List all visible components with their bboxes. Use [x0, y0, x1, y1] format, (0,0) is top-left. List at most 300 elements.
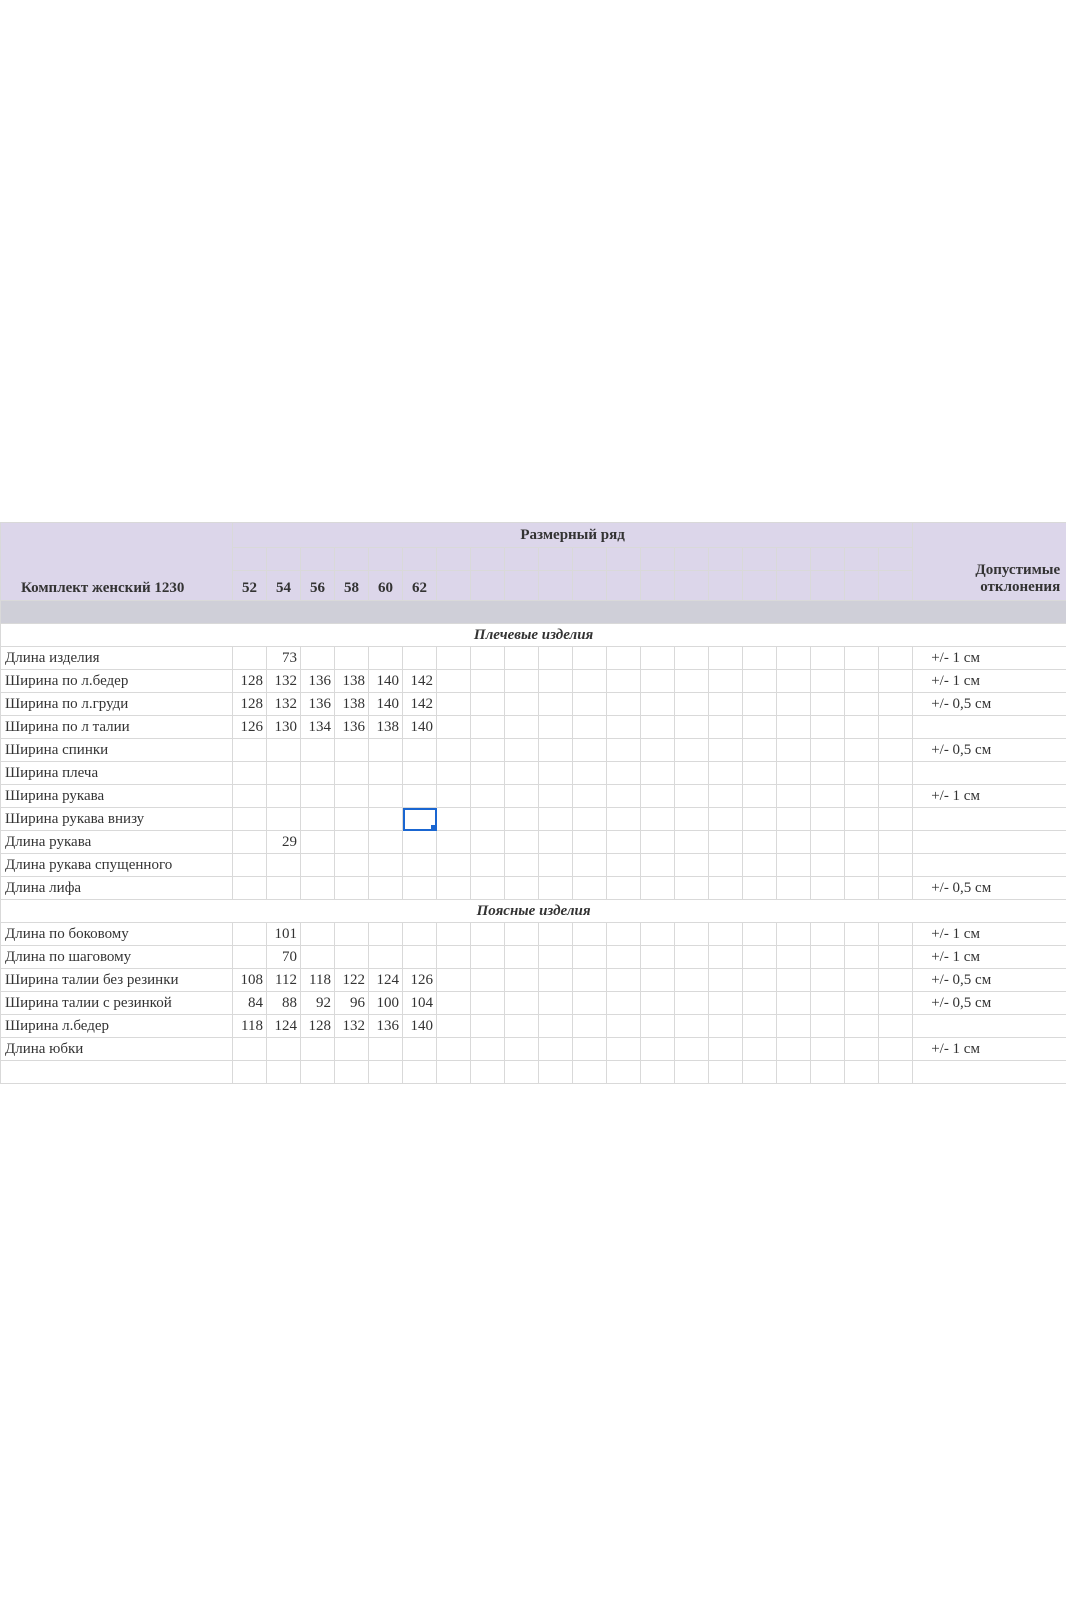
- cell[interactable]: [675, 571, 709, 601]
- cell[interactable]: [505, 739, 539, 762]
- cell[interactable]: [539, 992, 573, 1015]
- cell[interactable]: [811, 831, 845, 854]
- cell[interactable]: [845, 1015, 879, 1038]
- cell[interactable]: [471, 1061, 505, 1084]
- cell[interactable]: [743, 877, 777, 900]
- cell[interactable]: [777, 877, 811, 900]
- cell[interactable]: [845, 1061, 879, 1084]
- cell[interactable]: [573, 571, 607, 601]
- cell[interactable]: [811, 877, 845, 900]
- cell[interactable]: [539, 571, 573, 601]
- cell[interactable]: [539, 1015, 573, 1038]
- cell[interactable]: [675, 670, 709, 693]
- measurement-label[interactable]: Ширина талии без резинки: [1, 969, 233, 992]
- cell[interactable]: [505, 877, 539, 900]
- cell[interactable]: [573, 762, 607, 785]
- tolerance-cell[interactable]: +/- 0,5 см: [913, 969, 1066, 992]
- cell[interactable]: [539, 1038, 573, 1061]
- value-cell[interactable]: [335, 946, 369, 969]
- cell[interactable]: [607, 647, 641, 670]
- value-cell[interactable]: 124: [267, 1015, 301, 1038]
- cell[interactable]: [471, 693, 505, 716]
- value-cell[interactable]: [403, 1038, 437, 1061]
- measurement-label[interactable]: Ширина спинки: [1, 739, 233, 762]
- cell[interactable]: [675, 1015, 709, 1038]
- cell[interactable]: [845, 670, 879, 693]
- cell[interactable]: [607, 831, 641, 854]
- cell[interactable]: [539, 831, 573, 854]
- value-cell[interactable]: 142: [403, 670, 437, 693]
- cell[interactable]: [607, 670, 641, 693]
- cell[interactable]: [811, 670, 845, 693]
- cell[interactable]: [879, 548, 913, 571]
- cell[interactable]: [879, 693, 913, 716]
- cell[interactable]: [777, 969, 811, 992]
- value-cell[interactable]: [267, 762, 301, 785]
- value-cell[interactable]: [233, 854, 267, 877]
- tolerance-cell[interactable]: +/- 1 см: [913, 923, 1066, 946]
- cell[interactable]: [845, 992, 879, 1015]
- cell[interactable]: [607, 946, 641, 969]
- value-cell[interactable]: [369, 739, 403, 762]
- cell[interactable]: [743, 808, 777, 831]
- cell[interactable]: [233, 1061, 267, 1084]
- value-cell[interactable]: 118: [233, 1015, 267, 1038]
- cell[interactable]: [505, 693, 539, 716]
- cell[interactable]: [403, 548, 437, 571]
- value-cell[interactable]: 136: [369, 1015, 403, 1038]
- cell[interactable]: [709, 1061, 743, 1084]
- value-cell[interactable]: [233, 739, 267, 762]
- cell[interactable]: [777, 854, 811, 877]
- value-cell[interactable]: 138: [369, 716, 403, 739]
- cell[interactable]: [777, 716, 811, 739]
- cell[interactable]: [845, 1038, 879, 1061]
- cell[interactable]: [777, 785, 811, 808]
- cell[interactable]: [675, 831, 709, 854]
- cell[interactable]: [641, 647, 675, 670]
- cell[interactable]: [539, 548, 573, 571]
- cell[interactable]: [607, 854, 641, 877]
- cell[interactable]: [777, 1015, 811, 1038]
- cell[interactable]: [709, 808, 743, 831]
- cell[interactable]: [301, 1061, 335, 1084]
- cell[interactable]: [403, 1061, 437, 1084]
- value-cell[interactable]: 104: [403, 992, 437, 1015]
- measurement-label[interactable]: Ширина по л.груди: [1, 693, 233, 716]
- cell[interactable]: [573, 693, 607, 716]
- cell[interactable]: [607, 571, 641, 601]
- cell[interactable]: [607, 923, 641, 946]
- cell[interactable]: [845, 739, 879, 762]
- value-cell[interactable]: [403, 923, 437, 946]
- value-cell[interactable]: [267, 877, 301, 900]
- cell[interactable]: [573, 548, 607, 571]
- value-cell[interactable]: 29: [267, 831, 301, 854]
- value-cell[interactable]: [301, 946, 335, 969]
- value-cell[interactable]: [403, 785, 437, 808]
- cell[interactable]: [437, 808, 471, 831]
- cell[interactable]: [811, 785, 845, 808]
- cell[interactable]: [641, 670, 675, 693]
- cell[interactable]: [573, 992, 607, 1015]
- cell[interactable]: [845, 548, 879, 571]
- cell[interactable]: [845, 762, 879, 785]
- measurement-label[interactable]: Длина по шаговому: [1, 946, 233, 969]
- cell[interactable]: [471, 548, 505, 571]
- cell[interactable]: [845, 831, 879, 854]
- cell[interactable]: [471, 762, 505, 785]
- value-cell[interactable]: 132: [267, 670, 301, 693]
- value-cell[interactable]: 134: [301, 716, 335, 739]
- cell[interactable]: [845, 877, 879, 900]
- cell[interactable]: [471, 571, 505, 601]
- cell[interactable]: [709, 647, 743, 670]
- cell[interactable]: [369, 1061, 403, 1084]
- cell[interactable]: [879, 946, 913, 969]
- value-cell[interactable]: 140: [403, 1015, 437, 1038]
- cell[interactable]: [471, 831, 505, 854]
- value-cell[interactable]: [335, 739, 369, 762]
- cell[interactable]: [709, 831, 743, 854]
- value-cell[interactable]: [233, 946, 267, 969]
- value-cell[interactable]: 128: [301, 1015, 335, 1038]
- cell[interactable]: [573, 808, 607, 831]
- value-cell[interactable]: [403, 877, 437, 900]
- cell[interactable]: [811, 854, 845, 877]
- selected-cell[interactable]: [403, 808, 437, 831]
- value-cell[interactable]: [403, 762, 437, 785]
- cell[interactable]: [641, 946, 675, 969]
- cell[interactable]: [437, 762, 471, 785]
- value-cell[interactable]: [267, 1038, 301, 1061]
- value-cell[interactable]: [403, 831, 437, 854]
- value-cell[interactable]: [301, 831, 335, 854]
- cell[interactable]: [845, 808, 879, 831]
- value-cell[interactable]: 122: [335, 969, 369, 992]
- cell[interactable]: [743, 571, 777, 601]
- cell[interactable]: [437, 548, 471, 571]
- cell[interactable]: [879, 785, 913, 808]
- cell[interactable]: [811, 548, 845, 571]
- tolerance-cell[interactable]: [913, 831, 1066, 854]
- cell[interactable]: [777, 647, 811, 670]
- cell[interactable]: [675, 1061, 709, 1084]
- cell[interactable]: [675, 1038, 709, 1061]
- value-cell[interactable]: [301, 762, 335, 785]
- value-cell[interactable]: [335, 762, 369, 785]
- cell[interactable]: [811, 571, 845, 601]
- cell[interactable]: [743, 739, 777, 762]
- cell[interactable]: [437, 647, 471, 670]
- cell[interactable]: [573, 923, 607, 946]
- cell[interactable]: [879, 739, 913, 762]
- cell[interactable]: [1, 1061, 233, 1084]
- value-cell[interactable]: [335, 877, 369, 900]
- cell[interactable]: [743, 969, 777, 992]
- cell[interactable]: [879, 1061, 913, 1084]
- value-cell[interactable]: [403, 946, 437, 969]
- cell[interactable]: [879, 762, 913, 785]
- cell[interactable]: [505, 969, 539, 992]
- cell[interactable]: [743, 854, 777, 877]
- cell[interactable]: [505, 1015, 539, 1038]
- cell[interactable]: [879, 854, 913, 877]
- value-cell[interactable]: 73: [267, 647, 301, 670]
- cell[interactable]: [437, 693, 471, 716]
- tolerance-cell[interactable]: [913, 762, 1066, 785]
- value-cell[interactable]: [301, 808, 335, 831]
- cell[interactable]: [879, 877, 913, 900]
- cell[interactable]: [539, 923, 573, 946]
- cell[interactable]: [437, 739, 471, 762]
- cell[interactable]: [709, 693, 743, 716]
- cell[interactable]: [709, 1038, 743, 1061]
- value-cell[interactable]: [335, 831, 369, 854]
- value-cell[interactable]: [335, 785, 369, 808]
- cell[interactable]: [777, 739, 811, 762]
- cell[interactable]: [471, 877, 505, 900]
- value-cell[interactable]: [233, 647, 267, 670]
- cell[interactable]: [505, 548, 539, 571]
- value-cell[interactable]: 88: [267, 992, 301, 1015]
- cell[interactable]: [539, 670, 573, 693]
- cell[interactable]: [743, 1038, 777, 1061]
- cell[interactable]: [471, 923, 505, 946]
- tolerance-cell[interactable]: [913, 1015, 1066, 1038]
- value-cell[interactable]: 130: [267, 716, 301, 739]
- cell[interactable]: [743, 992, 777, 1015]
- value-cell[interactable]: 101: [267, 923, 301, 946]
- cell[interactable]: [539, 739, 573, 762]
- cell[interactable]: [743, 1061, 777, 1084]
- cell[interactable]: [879, 992, 913, 1015]
- cell[interactable]: [709, 1015, 743, 1038]
- value-cell[interactable]: [369, 854, 403, 877]
- cell[interactable]: [709, 946, 743, 969]
- value-cell[interactable]: 92: [301, 992, 335, 1015]
- cell[interactable]: [573, 946, 607, 969]
- value-cell[interactable]: [233, 877, 267, 900]
- cell[interactable]: [607, 785, 641, 808]
- cell[interactable]: [607, 992, 641, 1015]
- cell[interactable]: [777, 1038, 811, 1061]
- tolerance-cell[interactable]: [913, 716, 1066, 739]
- cell[interactable]: [641, 854, 675, 877]
- cell[interactable]: [607, 548, 641, 571]
- tolerance-cell[interactable]: +/- 0,5 см: [913, 693, 1066, 716]
- cell[interactable]: [539, 762, 573, 785]
- cell[interactable]: [811, 647, 845, 670]
- measurement-label[interactable]: Ширина плеча: [1, 762, 233, 785]
- value-cell[interactable]: [233, 808, 267, 831]
- cell[interactable]: [505, 647, 539, 670]
- cell[interactable]: [471, 992, 505, 1015]
- value-cell[interactable]: [301, 923, 335, 946]
- value-cell[interactable]: [301, 1038, 335, 1061]
- cell[interactable]: [743, 693, 777, 716]
- cell[interactable]: [879, 670, 913, 693]
- cell[interactable]: [267, 1061, 301, 1084]
- cell[interactable]: [743, 647, 777, 670]
- value-cell[interactable]: [335, 923, 369, 946]
- cell[interactable]: [743, 923, 777, 946]
- measurement-label[interactable]: Ширина рукава внизу: [1, 808, 233, 831]
- cell[interactable]: [607, 1038, 641, 1061]
- cell[interactable]: [675, 647, 709, 670]
- cell[interactable]: [743, 548, 777, 571]
- value-cell[interactable]: [369, 785, 403, 808]
- value-cell[interactable]: 140: [403, 716, 437, 739]
- value-cell[interactable]: 140: [369, 670, 403, 693]
- tolerance-cell[interactable]: +/- 0,5 см: [913, 877, 1066, 900]
- cell[interactable]: [437, 946, 471, 969]
- cell[interactable]: [709, 854, 743, 877]
- cell[interactable]: [471, 739, 505, 762]
- cell[interactable]: [879, 571, 913, 601]
- cell[interactable]: [437, 923, 471, 946]
- cell[interactable]: [675, 548, 709, 571]
- cell[interactable]: [539, 854, 573, 877]
- cell[interactable]: [675, 739, 709, 762]
- cell[interactable]: [879, 1015, 913, 1038]
- cell[interactable]: [539, 946, 573, 969]
- cell[interactable]: [641, 716, 675, 739]
- value-cell[interactable]: 140: [369, 693, 403, 716]
- tolerance-cell[interactable]: +/- 1 см: [913, 670, 1066, 693]
- value-cell[interactable]: [301, 739, 335, 762]
- cell[interactable]: [675, 808, 709, 831]
- value-cell[interactable]: [403, 647, 437, 670]
- cell[interactable]: [743, 831, 777, 854]
- value-cell[interactable]: [301, 785, 335, 808]
- cell[interactable]: [505, 716, 539, 739]
- cell[interactable]: [743, 716, 777, 739]
- cell[interactable]: [471, 1038, 505, 1061]
- cell[interactable]: [811, 923, 845, 946]
- value-cell[interactable]: 136: [301, 670, 335, 693]
- cell[interactable]: [709, 969, 743, 992]
- cell[interactable]: [709, 739, 743, 762]
- value-cell[interactable]: [403, 854, 437, 877]
- cell[interactable]: [539, 877, 573, 900]
- cell[interactable]: [675, 854, 709, 877]
- cell[interactable]: [539, 969, 573, 992]
- cell[interactable]: [573, 647, 607, 670]
- cell[interactable]: [437, 670, 471, 693]
- cell[interactable]: [573, 739, 607, 762]
- cell[interactable]: [607, 877, 641, 900]
- value-cell[interactable]: 124: [369, 969, 403, 992]
- cell[interactable]: [675, 923, 709, 946]
- cell[interactable]: [607, 762, 641, 785]
- cell[interactable]: [913, 1061, 1066, 1084]
- cell[interactable]: [471, 808, 505, 831]
- value-cell[interactable]: [233, 785, 267, 808]
- cell[interactable]: [641, 969, 675, 992]
- value-cell[interactable]: [335, 854, 369, 877]
- value-cell[interactable]: [301, 877, 335, 900]
- cell[interactable]: [437, 969, 471, 992]
- cell[interactable]: [641, 548, 675, 571]
- cell[interactable]: [709, 785, 743, 808]
- cell[interactable]: [777, 946, 811, 969]
- tolerance-cell[interactable]: +/- 1 см: [913, 785, 1066, 808]
- cell[interactable]: [709, 670, 743, 693]
- value-cell[interactable]: [233, 1038, 267, 1061]
- value-cell[interactable]: 126: [233, 716, 267, 739]
- tolerance-cell[interactable]: +/- 0,5 см: [913, 992, 1066, 1015]
- cell[interactable]: [607, 1061, 641, 1084]
- cell[interactable]: [675, 693, 709, 716]
- cell[interactable]: [539, 693, 573, 716]
- cell[interactable]: [437, 831, 471, 854]
- value-cell[interactable]: 84: [233, 992, 267, 1015]
- value-cell[interactable]: 70: [267, 946, 301, 969]
- value-cell[interactable]: [369, 946, 403, 969]
- cell[interactable]: [777, 762, 811, 785]
- cell[interactable]: [471, 969, 505, 992]
- cell[interactable]: [777, 670, 811, 693]
- value-cell[interactable]: [267, 808, 301, 831]
- value-cell[interactable]: [233, 762, 267, 785]
- cell[interactable]: [267, 548, 301, 571]
- cell[interactable]: [471, 1015, 505, 1038]
- measurement-label[interactable]: Длина лифа: [1, 877, 233, 900]
- cell[interactable]: [743, 946, 777, 969]
- cell[interactable]: [505, 923, 539, 946]
- cell[interactable]: [437, 854, 471, 877]
- value-cell[interactable]: [335, 1038, 369, 1061]
- cell[interactable]: [335, 548, 369, 571]
- cell[interactable]: [471, 946, 505, 969]
- cell[interactable]: [641, 831, 675, 854]
- cell[interactable]: [709, 762, 743, 785]
- cell[interactable]: [811, 946, 845, 969]
- cell[interactable]: [879, 716, 913, 739]
- cell[interactable]: [505, 1038, 539, 1061]
- cell[interactable]: [573, 969, 607, 992]
- cell[interactable]: [641, 1015, 675, 1038]
- cell[interactable]: [777, 831, 811, 854]
- value-cell[interactable]: [233, 923, 267, 946]
- cell[interactable]: [777, 808, 811, 831]
- value-cell[interactable]: 96: [335, 992, 369, 1015]
- value-cell[interactable]: 136: [335, 716, 369, 739]
- cell[interactable]: [641, 923, 675, 946]
- tolerance-cell[interactable]: [913, 854, 1066, 877]
- measurement-label[interactable]: Длина юбки: [1, 1038, 233, 1061]
- cell[interactable]: [641, 877, 675, 900]
- cell[interactable]: [879, 969, 913, 992]
- cell[interactable]: [641, 693, 675, 716]
- cell[interactable]: [811, 1038, 845, 1061]
- cell[interactable]: [845, 854, 879, 877]
- cell[interactable]: [607, 693, 641, 716]
- cell[interactable]: [573, 831, 607, 854]
- tolerance-cell[interactable]: +/- 1 см: [913, 946, 1066, 969]
- tolerance-cell[interactable]: +/- 0,5 см: [913, 739, 1066, 762]
- measurement-label[interactable]: Ширина рукава: [1, 785, 233, 808]
- cell[interactable]: [641, 992, 675, 1015]
- cell[interactable]: [675, 762, 709, 785]
- cell[interactable]: [641, 739, 675, 762]
- cell[interactable]: [709, 923, 743, 946]
- cell[interactable]: [505, 992, 539, 1015]
- value-cell[interactable]: [369, 923, 403, 946]
- cell[interactable]: [505, 670, 539, 693]
- cell[interactable]: [539, 716, 573, 739]
